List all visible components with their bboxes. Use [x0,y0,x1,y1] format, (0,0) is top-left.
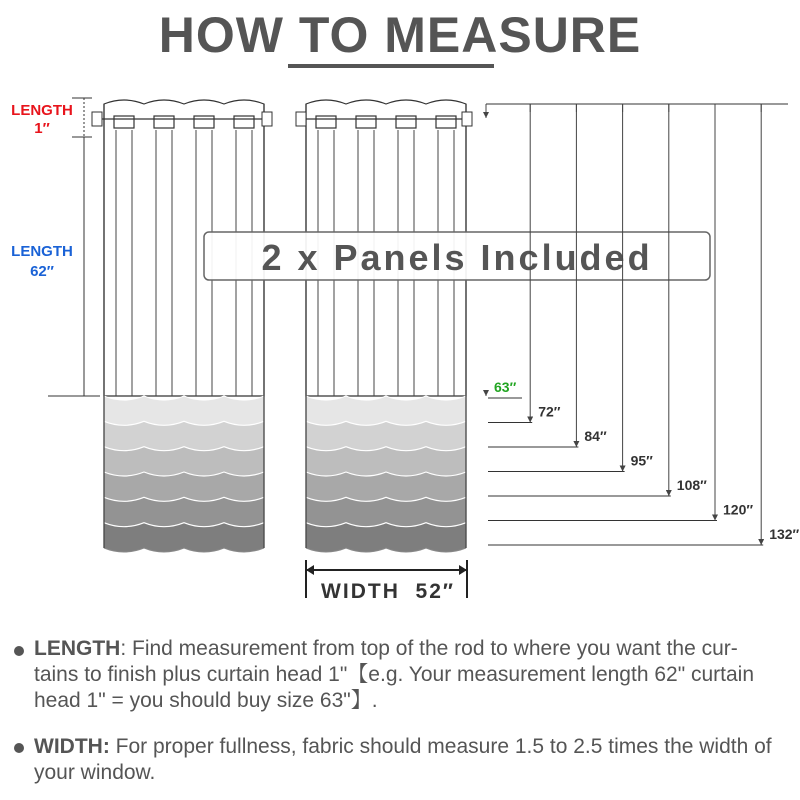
length-body-dimension [48,137,100,396]
size-label: 108″ [676,477,707,493]
grommet [114,116,134,128]
grommet [356,116,376,128]
panels-banner [204,232,710,280]
bullet-width [14,743,24,753]
grommet [396,116,416,128]
size-label: 84″ [584,428,607,444]
length-body-value: 62″ [30,263,54,280]
length-note [34,636,774,714]
size-label: 120″ [723,501,754,518]
length-body-label: LENGTH [11,243,73,260]
width-note-key: WIDTH: [34,735,110,758]
grommet [234,116,254,128]
size-scale [486,104,800,545]
size-label: 63″ [494,379,517,395]
length-head-label: LENGTH [11,102,73,119]
length-head-value: 1″ [34,120,50,137]
grommet [154,116,174,128]
grommet [436,116,456,128]
size-label: 132″ [769,526,800,542]
grommet [194,116,214,128]
width-dimension [306,560,467,603]
size-label: 95″ [630,452,653,469]
page-title: HOW TO MEASURE [158,7,642,63]
curtain-panel-left [98,100,270,562]
width-note [34,734,774,786]
grommet [316,116,336,128]
width-label: WIDTH 52″ [321,580,455,603]
length-head-dimension [72,98,92,137]
curtain-panel-right [300,100,472,562]
panels-banner-text: 2 x Panels Included [261,237,653,278]
length-note-key: LENGTH [34,637,121,660]
length-note-text: : Find measurement from top of the rod to where you want the cur-tains to finish plus curtain head 1"【e.g. Your measurement length 62" curtain head 1" = you should buy size 63"】. [34,637,755,712]
size-label: 72″ [538,403,561,420]
bullet-length [14,646,24,656]
width-note-text: For proper fullness, fabric should measure 1.5 to 2.5 times the width of your window. [34,735,772,784]
